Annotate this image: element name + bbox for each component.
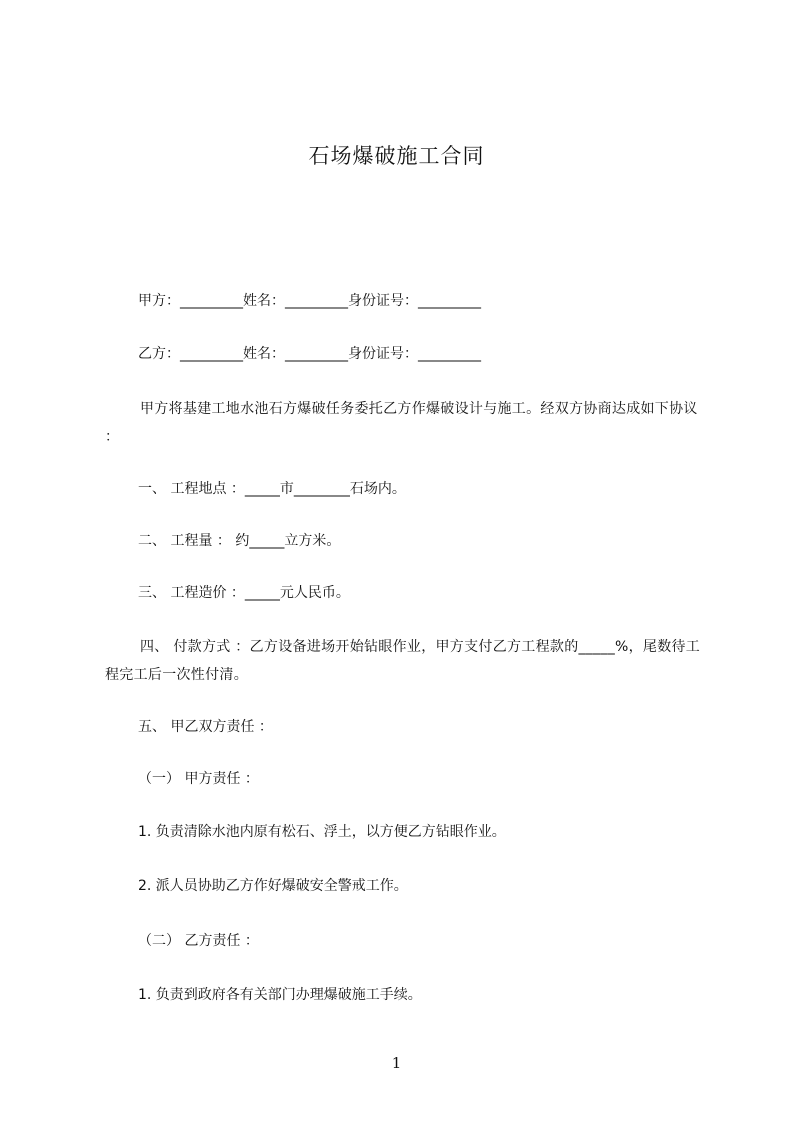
clause-4: 四、 付款方式 ：乙方设备进场开始钻眼作业，甲方支付乙方工程款的_____%，尾数待工程完工后一次性付清。 <box>105 639 701 683</box>
party-a-line: 甲方：_________姓名：_________身份证号：_________ <box>138 293 481 309</box>
sub-1-item-1: 1. 负责清除水池内原有松石、浮土，以方便乙方钻眼作业。 <box>138 824 506 840</box>
sub-2-item-1: 1. 负责到政府各有关部门办理爆破施工手续。 <box>138 987 422 1003</box>
clause-3: 三、 工程造价 ：_____元人民币。 <box>138 585 350 601</box>
sub-clause-1: （一） 甲方责任 ： <box>138 771 259 787</box>
document-title: 石场爆破施工合同 <box>308 144 485 168</box>
clause-2: 二、 工程量 ： 约_____立方米。 <box>138 533 341 549</box>
sub-clause-2: （二） 乙方责任 ： <box>138 933 259 949</box>
clause-1: 一、 工程地点 ：_____市________石场内。 <box>138 481 406 497</box>
party-b-line: 乙方：_________姓名：_________身份证号：_________ <box>138 346 481 362</box>
sub-1-item-2: 2. 派人员协助乙方作好爆破安全警戒工作。 <box>138 878 408 894</box>
clause-5: 五、 甲乙双方责任 ： <box>138 719 273 735</box>
page-number: 1 <box>391 1054 402 1072</box>
intro-paragraph: 甲方将基建工地水池石方爆破任务委托乙方作爆破设计与施工。经双方协商达成如下协议 ： <box>105 401 698 445</box>
